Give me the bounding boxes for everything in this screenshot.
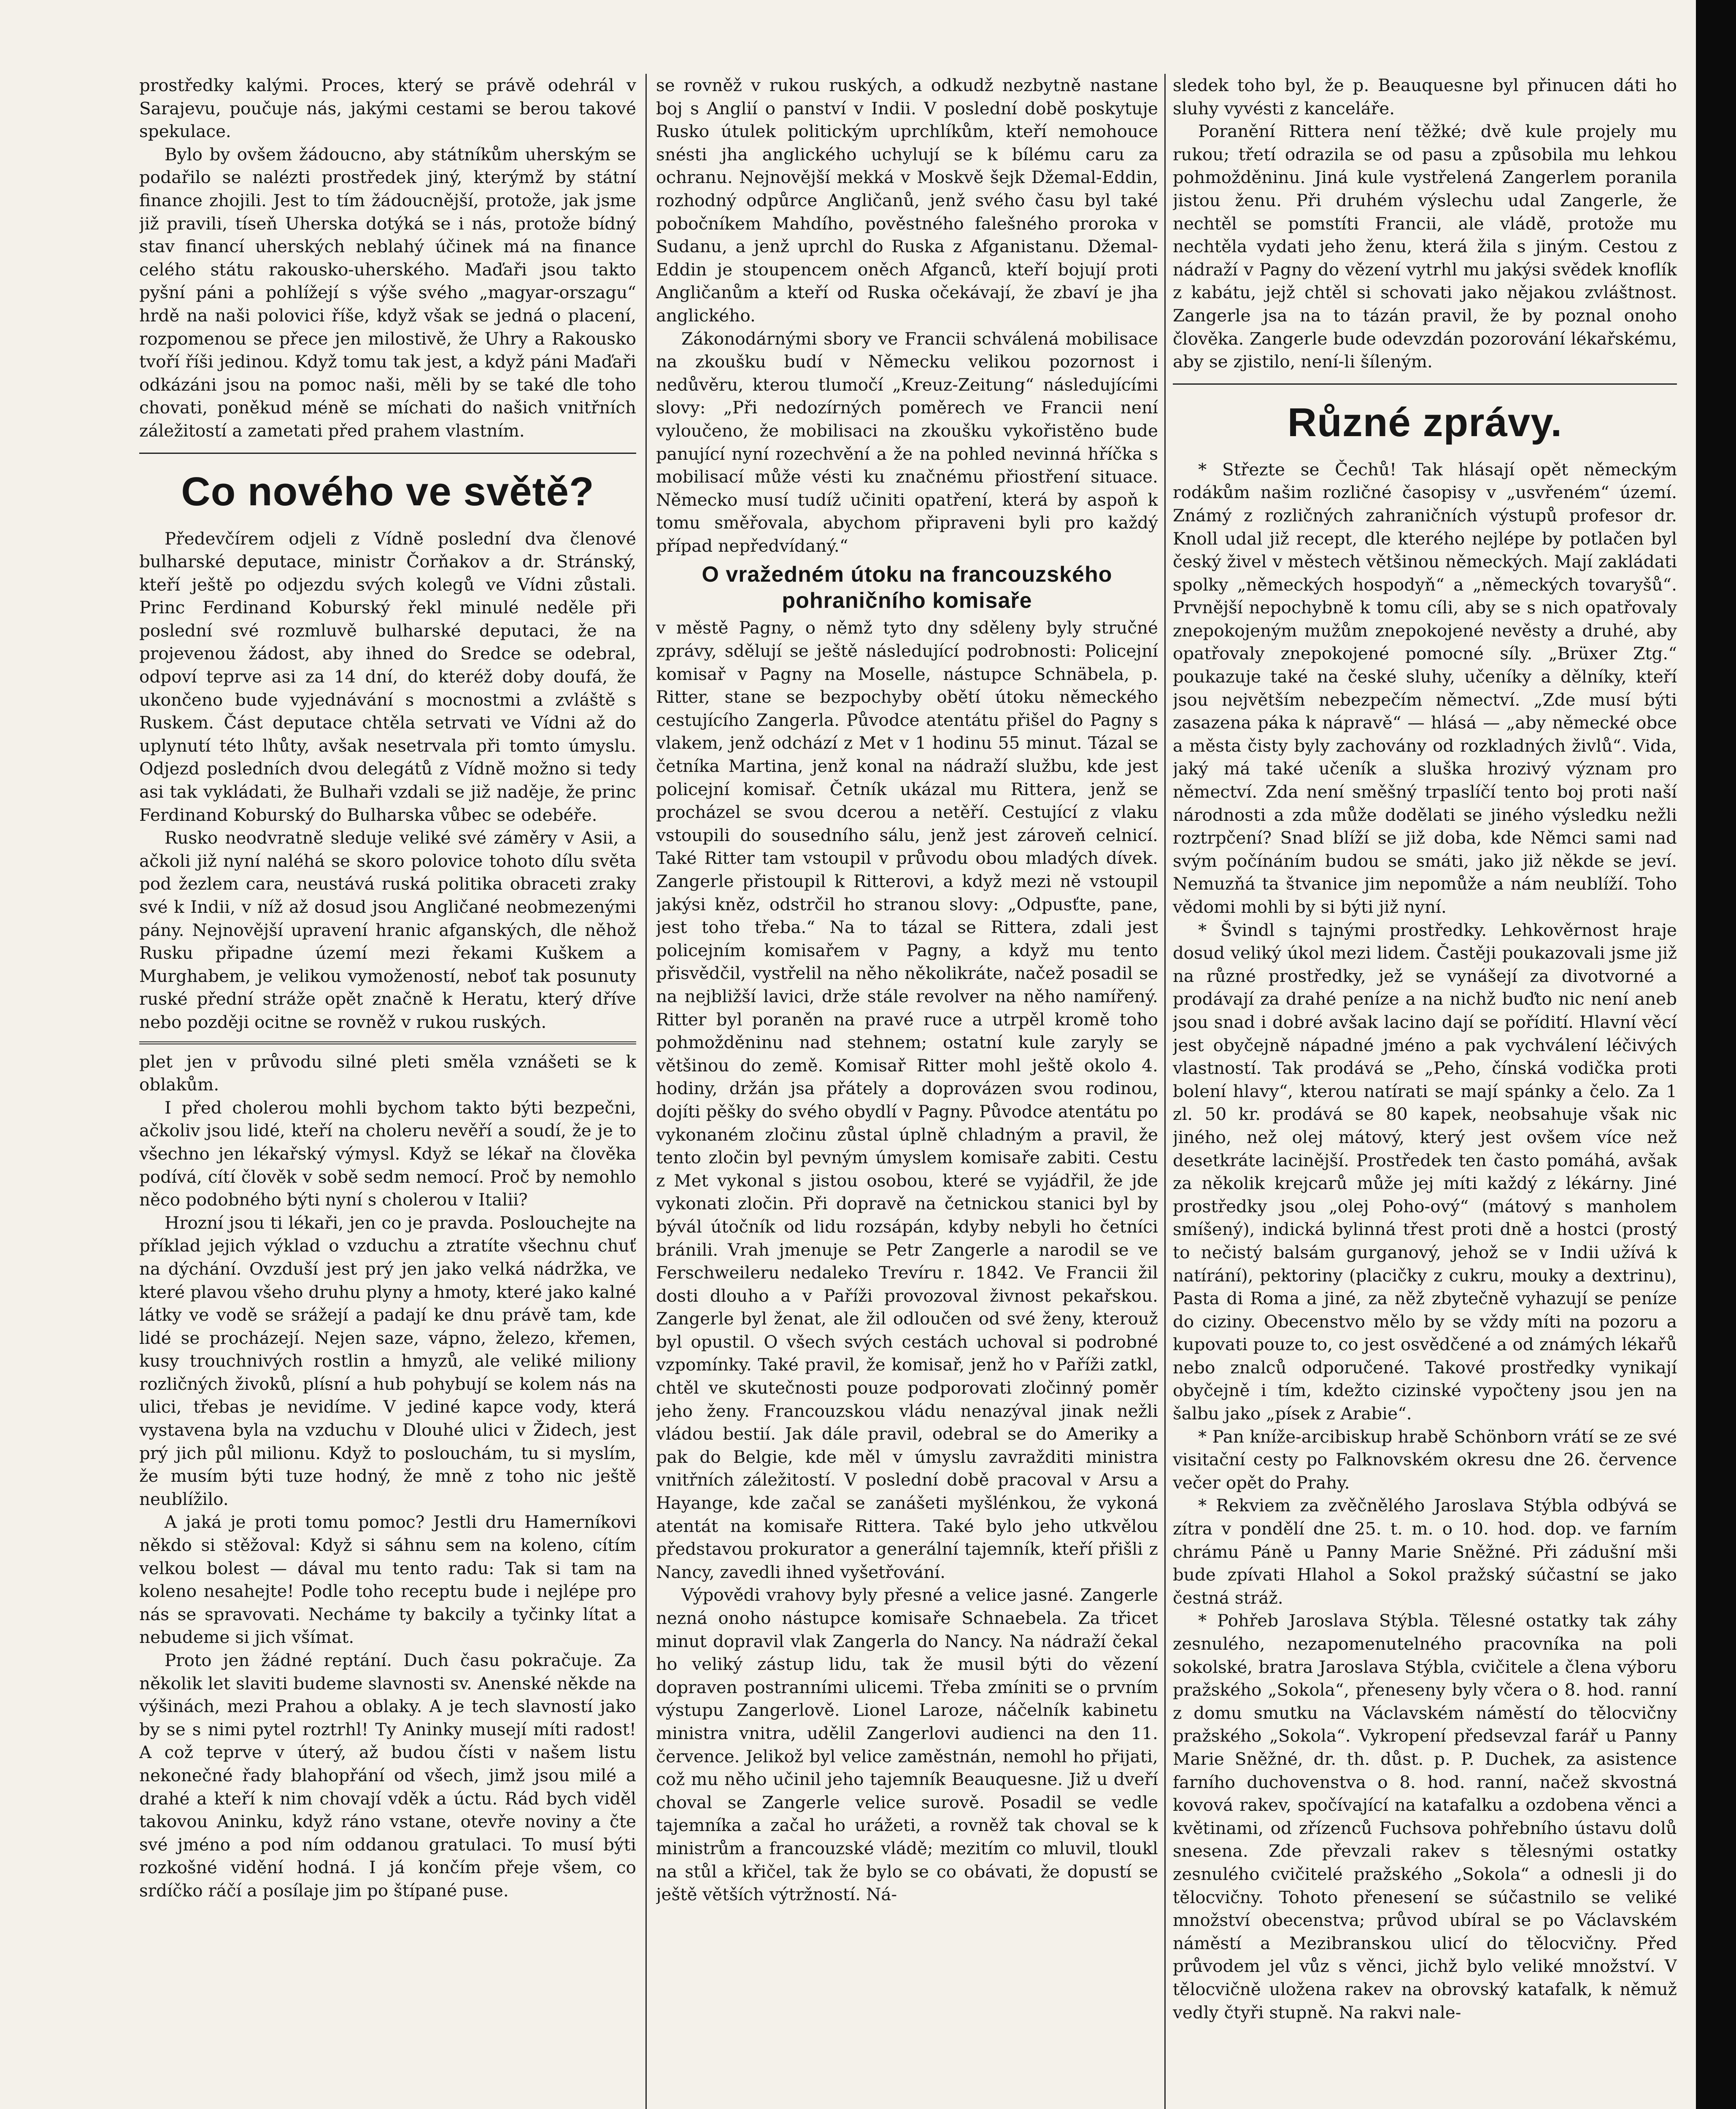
- feuilleton-continuation: plet jen v průvodu silné pleti směla vznášeti se k oblakům.: [139, 1051, 636, 1095]
- article-pagny-attack: v městě Pagny, o němž tyto dny sděleny byly stručné zprávy, sdělují se ještě následující podrobnosti: Policejní komisař v Pagny na Moselle, nástupce Schnäbela, p. Ritter, stane se bezpochyby obětí útoku německého cestujícího Zangerla. Původce atentátu přišel do Pagny s vlakem, jenž odchází z Met v 1 hodinu 55 minut. Tázal se četníka Martina, jenž konal na nádraží službu, kde jest policejní komisař. Četník ukázal mu Rittera, jenž se procházel se svou dcerou a netěří. Cestující z vlaku vstoupili do sousedního sálu, jenž jest zároveň celnicí. Také Ritter tam vstoupil v průvodu obou mladých dívek. Zangerle přistoupil k Ritterovi, a když mezi ně vstoupil jakýsi kněz, odstrčil ho stranou slovy: „Odpusťte, pane, jest toho třeba.“ Na to tázal se Rittera, zdali jest policejním komisařem v Pagny, a když mu tento přisvědčil, vystřelil na něho několikráte, načež posadil se na nejbližší lavici, drže stále revolver na něho namířený. Ritter byl poraněn na pravé ruce a utrpěl kromě toho pohmožděninu nad stehnem; ostatní kule zaryly se většinou do země. Komisař Ritter mohl ještě okolo 4. hodiny, držán jsa přátely a doprovázen svou rodinou, dojíti pěšky do svého obydlí v Pagny. Původce atentátu po vykonaném zločinu zůstal úplně chladným a pravil, že tento zločin byl pevným úmyslem komisaře zabiti. Cestu z Met vykonal s jistou osobou, které se vyjádřil, že jde vykonati zločin. Při dopravě na četnickou stanici byl by bývál útočník od lidu rozsápán, kdyby nebyli ho četníci bránili. Vrah jmenuje se Petr Zangerle a narodil se ve Ferschweileru nedaleko Trevíru r. 1842. Ve Francii žil dosti dlouho a v Paříži provozoval živnost pekařskou. Zangerle byl ženat, ale žil odloučen od své ženy, kterouž byl opustil. O všech svých cestách uchoval si podrobné vzpomínky. Také pravil, že komisař, jenž ho v Paříži zatkl, chtěl ve skutečnosti pouze podporovati zločinný poměr jeho ženy. Francouzskou vládu nenazýval jinak nežli vládou bestií. Jak dále pravil, odebral se do Ameriky a pak do Belgie, kde měl v úmyslu zavražditi ministra vnitřních záležitostí. V poslední době pracoval v Arsu a Hayange, kde začal se zanášeti myšlénkou, že vykoná atentát na komisaře Rittera. Také bylo jeho utkvělou představou prokurator a generální tajemník, kteří přišli z Nancy, zavedli ihned vyšetřování.: [656, 618, 1158, 1582]
- scan-margin: [1696, 0, 1736, 2109]
- article-hungarian-finance: Bylo by ovšem žádoucno, aby státníkům uherským se podařilo se nalézti prostředek jiný, kterýmž by státní finance zhojili. Jest to tím žádoucnější, protože, jak jsme již pravili, tíseň Uherska dotýká se i nás, protože bídný stav financí uherských neblahý účinek má na finance celého státu rakousko-uherského. Maďaři jsou takto pyšní páni a pohlížejí s výše svého „magyar-orszagu“ hrdě na naši polovici říše, když však se jedná o placení, rozpomenou se přece jen milostivě, že Uhry a Rakousko tvoří říši jedinou. Když tomu tak jest, a když páni Maďaři odkázáni jsou na pomoc naši, měli by se také dle toho chovati, poněkud méně se míchati do našich vnitřních záležitostí a zametati před prahem vlastním.: [139, 144, 636, 441]
- feuilleton-cholera: I před cholerou mohli bychom takto býti bezpečni, ačkoliv jsou lidé, kteří na choleru nevěří a soudí, že je to všechno jen lékařský výmysl. Když se lékař na člověka podívá, cítí člověk v sobě sedm nemocí. Proč by nemohlo něco podobného býti nyní s cholerou v Italii?: [139, 1097, 636, 1210]
- article-pagny-ending: sledek toho byl, že p. Beauquesne byl přinucen dáti ho sluhy vyvésti z kanceláře.: [1173, 75, 1677, 119]
- feuilleton-anna-festival: Proto jen žádné reptání. Duch času pokračuje. Za několik let slaviti budeme slavnosti sv. Anenské někde na výšinách, mezi Prahou a oblaky. A je tech slavností jako by se s nimi pytel roztrhl! Ty Aninky musejí míti radost! A což teprve v úterý, až budou čísti v našem listu nekonečné řady blahopřání od všech, jimž jsou milé a drahé a kteří k nim chovají vděk a úctu. Rád bych viděl takovou Aninku, když ráno vstane, otevře noviny a čte své jméno a pod ním oddanou gratulaci. To musí býti rozkošné vidění hodná. I já končím přeje všem, co srdíčko ráčí a posílaje jim po štípané puse.: [139, 1650, 636, 1901]
- feuilleton-divider: [139, 1041, 636, 1044]
- article-zangerle-testimony: Výpovědi vrahovy byly přesné a velice jasné. Zangerle nezná onoho nástupce komisaře Schnaebela. Za třicet minut dopravil vlak Zangerla do Nancy. Na nádraží čekal ho veliký zástup lidu, tak že musil býti do vězení dopraven postranními ulicemi. Třeba zmíniti se o prvním výstupu Zangerlově. Lionel Laroze, náčelník kabinetu ministra vnitra, udělil Zangerlovi audienci na den 11. července. Jelikož byl velice zaměstnán, nemohl ho přijati, což mu něho učinil jeho tajemník Beauquesne. Již u dveří choval se Zangerle velice surově. Posadil se vedle tajemníka a začal ho urážeti, a rovněž tak choval se k ministrům a francouzské vládě; mezitím co mluvil, tloukl na stůl a křičel, tak že bylo se co obávati, že dopustí se ještě větších výtržností. Ná-: [656, 1585, 1158, 1905]
- news-bulgarian-deputation: Předevčírem odjeli z Vídně poslední dva členové bulharské deputace, ministr Čorňakov a dr. Stránský, kteří ještě po odjezdu svých kolegů ve Vídni zůstali. Princ Ferdinand Koburský řekl minulé neděle při poslední své rozmluvě bulharské deputaci, že na projevenou žádost, aby ihned do Sredce se odebral, odpoví teprve asi za 14 dní, do kteréž doby doufá, že ukončeno bude vyjednávání s mocnostmi a zvláště s Ruskem. Část deputace chtěla setrvati ve Vídni až do uplynutí této lhůty, avšak nesetrvala při tomto úmyslu. Odjezd posledních dvou delegátů z Vídně možno si tedy asi tak vykládati, že Bulhaři vzdali se již naděje, že princ Ferdinand Koburský do Bulharska vůbec se odebéře.: [139, 528, 636, 825]
- news-russia-asia: Rusko neodvratně sleduje veliké své záměry v Asii, a ačkoli již nyní naléhá se skoro polovice tohoto dílu světa pod žezlem cara, neustává ruská politika obraceti zraky své k Indii, v níž až dosud jsou Angličané neobmezenými pány. Nejnovější upravení hranic afganských, dle něhož Rusku připadne území mezi řekami Kuškem a Murghabem, je velikou vymožeností, neboť tak posunuty ruské přední stráže opět značně k Heratu, který dříve nebo později ocitne se rovněž v rukou ruských.: [139, 828, 636, 1032]
- news-requiem: * Rekviem za zvěčnělého Jaroslava Stýbla odbývá se zítra v pondělí dne 25. t. m. o 10. hod. dop. ve farním chrámu Páně u Panny Marie Sněžné. Při zádušní mši bude zpívati Hlahol a Sokol pražský súčastní se jako čestná stráž.: [1173, 1495, 1677, 1608]
- article-financial-ending: prostředky kalými. Proces, který se právě odehrál v Sarajevu, poučuje nás, jakými cestami se berou takové spekulace.: [139, 75, 636, 142]
- news-archbishop: * Pan kníže-arcibiskup hrabě Schönborn vrátí se ze své visitační cesty po Falknovském okresu dne 26. července večer opět do Prahy.: [1173, 1426, 1677, 1493]
- divider: [1173, 383, 1677, 385]
- column-right: [1173, 74, 1677, 2109]
- news-russia-india: se rovněž v rukou ruských, a odkudž nezbytně nastane boj s Anglií o panství v Indii. V poslední době poskytuje Rusko útulek politickým uprchlíkům, kteří nemohouce snésti jha anglického uchylují se k bílému caru za ochranu. Nejnovější mekká v Moskvě šejk Džemal-Eddin, rozhodný odpůrce Angličanů, jenž svého času byl také pobočníkem Mahdího, pověstného falešného proroka v Sudanu, a jenž uprchl do Ruska z Afganistanu. Džemal-Eddin je stoupencem oněch Afganců, kteří bojují proti Angličanům a kteří od Ruska očekávají, že zbaví je jha anglického.: [656, 75, 1158, 326]
- column-divider-right: [1164, 74, 1166, 2109]
- news-beware-czechs: * Střezte se Čechů! Tak hlásají opět německým rodákům našim rozličné časopisy v „usvřeném“ území. Známý z rozličných zahraničních výstupů profesor dr. Knoll udal již recept, dle kterého nejlépe by potlačen byl český živel v městech většinou německých. Mají zakládati spolky „německých hospodyň“ a „německých tovaryšů“. Prvnější nepochybně k tomu cíli, aby se s nich opatřovaly znepokojeným mužům znepokojené nevěsty a druhé, aby opatřovaly znepokojené pomocné síly. „Brüxer Ztg.“ poukazuje také na české sluhy, učeníky a dělníky, kteří jsou největším nebezpečím němectví. „Zde musí býti zasazena páka k nápravě“ — hlásá — „aby německé obce a města čisty byly zachovány od rozkladných živlů“. Vida, jaký má také učeník a sluška hrozivý význam pro němectví. Zda není směšný trpaslíčí tento boj proti naší národnosti a zda může dodělati se jiného výsledku nežli roztrpčení? Snad blíží se již doba, kde Němci sami nad svým počínáním budou se smáti, jako již někde se jeví. Nemuzňá ta štvanice jim nepomůže a nám neublíží. Toho vědomi mohli by si býti již nyní.: [1173, 459, 1677, 917]
- feuilleton-remedy: A jaká je proti tomu pomoc? Jestli dru Hamerníkovi někdo si stěžoval: Když si sáhnu sem na koleno, cítím velkou bolest — dával mu tento radu: Tak si tam na koleno nesahejte! Podle toho receptu bude i nejlépe pro nás se spravovati. Necháme ty bakcily a tyčinky lítat a nebudeme si jich všímat.: [139, 1512, 636, 1648]
- section-heading-world-news: Co nového ve světě?: [181, 469, 594, 514]
- news-funeral-stybl: * Pohřeb Jaroslava Stýbla. Tělesné ostatky tak záhy zesnulého, nezapomenutelného pracovníka na poli sokolské, bratra Jaroslava Stýbla, cvičitele a člena výboru pražského „Sokola“, přeneseny byly včera o 8. hod. ranní z domu smutku na Václavském náměstí do tělocvičny pražského „Sokola“. Vykropení předsevzal farář u Panny Marie Sněžné, dr. th. důst. p. P. Duchek, za asistence farního duchovenstva o 8. hod. ranní, načež skvostná kovová rakev, spočívající na katafalku a ozdobena věnci a květinami, od zřízenců Fuchsova pohřebního ústavu dolů snesena. Zde převzali rakev s tělesnými ostatky zesnulého cvičitelé pražského „Sokola“ a odnesli ji do tělocvičny. Tohoto přenesení se súčastnilo se veliké množství obecenstva; průvod ubíral se po Václavském náměstí a Mezibranskou ulicí do tělocvičny. Před průvodem jel vůz s věnci, jichž bylo veliké množství. V tělocvičně uložena rakev na obrovský katafalk, k němuž vedly čtyři stupně. Na rakvi nale-: [1173, 1610, 1677, 2023]
- section-heading-various-news: Různé zprávy.: [1287, 399, 1563, 445]
- column-left: [139, 74, 636, 2109]
- news-french-mobilisation: Zákonodárnými sbory ve Francii schválená mobilisace na zkoušku budí v Německu velikou pozornost i nedůvěru, kterou tlumočí „Kreuz-Zeitung“ následujícími slovy: „Při nedozírných poměrech ve Francii není vyloučeno, že mobilisaci na zkoušku vykořistěno bude panující nyní rozechvění a že na pohled nevinná hříčka s mobilisací může vésti ku značnému přiostření situace. Německo musí tudíž učiniti opatření, která by aspoň k tomu směřovala, abychom připraveni byli pro každý případ nepředvídaný.“: [656, 328, 1158, 556]
- column-middle: [656, 74, 1158, 2109]
- feuilleton-doctors-air: Hrozní jsou ti lékaři, jen co je pravda. Poslouchejte na příklad jejich výklad o vzduchu a ztratíte všechnu chuť na dýchání. Ovzduší jest prý jen jako velká nádržka, ve které plavou všeho druhu plyny a hmoty, které jako kalné látky ve vodě se srážejí a padají ke dnu právě tam, kde lidé se procházejí. Nejen saze, vápno, železo, křemen, kusy trouchnivých rostlin a hmyzů, ale veliké miliony rozličných živoků, plísní a hub pohybují se kolem nás na ulici, třebas je nevidíme. V jediné kapce vody, která vystavena byla na vzduchu v Dlouhé ulici v Židech, jest prý jich půl milionu. Když to poslouchám, tu si myslím, že musím býti tuze hodný, že mně z toho nic ještě neublížilo.: [139, 1212, 636, 1509]
- heading-pagny-attack: O vražedném útoku na francouzského pohraničního komisaře: [702, 562, 1112, 613]
- divider: [139, 453, 636, 454]
- column-divider-left: [645, 74, 647, 2109]
- news-secret-remedies: * Švindl s tajnými prostředky. Lehkověrnost hraje dosud veliký úkol mezi lidem. Častěji poukazovali jsme již na různé prostředky, jež se vynášejí za divotvorné a prodávají za drahé peníze a na nichž buďto nic není aneb jsou snad i dobré avšak lacino dají se pořídití. Hlavní věcí jest obyčejně nápadné jméno a pak vychválení léčivých vlastností. Tak prodává se „Peho, čínská vodička proti bolení hlavy“, kterou natírati se mají spánky a čelo. Za 1 zl. 50 kr. prodává se 80 kapek, neobsahuje však nic jiného, než olej mátový, který jest ovšem více než desetkráte lacinější. Prostředek ten často pomáhá, avšak za několik krejcarů může jej míti každý z lékárny. Jiné prostředky jsou „olej Poho-ový“ (mátový s manholem smíšený), indická bylinná třest proti dně a hostci (prostý to nečistý balsám gurganový, jehož se v Indii užívá k natírání), pektoriny (placičky z cukru, mouky a dextrinu), Pasta di Roma a jiné, za něž zbytečně vyhazují se peníze do ciziny. Obecenstvo mělo by se vždy míti na pozoru a kupovati pouze to, co jest osvědčené a od známých lékařů nebo znalců odporučené. Takové prostředky vynikají obyčejně i tím, kdežto cizinské vypočteny jsou jen na šalbu jako „písek z Arabie“.: [1173, 920, 1677, 1424]
- article-ritter-injury: Poranění Rittera není těžké; dvě kule projely mu rukou; třetí odrazila se od pasu a způsobila mu lehkou pohmožděninu. Jiná kule vystřelená Zangerlem poranila jistou ženu. Při druhém výslechu udal Zangerle, že nechtěl se pomstíti Francii, ale vládě, protože mu nechtěla vydati jeho ženu, která žila s jiným. Cestou z nádraží v Pagny do vězení vytrhl mu jakýsi svědek knoflík z kabátu, jejž chtěl si schovati jako nějakou zvláštnost. Zangerle jsa na to tázán pravil, že by poznal onoho člověka. Zangerle bude odevzdán pozorování lékařskému, aby se zjistilo, není-li šíleným.: [1173, 121, 1677, 372]
